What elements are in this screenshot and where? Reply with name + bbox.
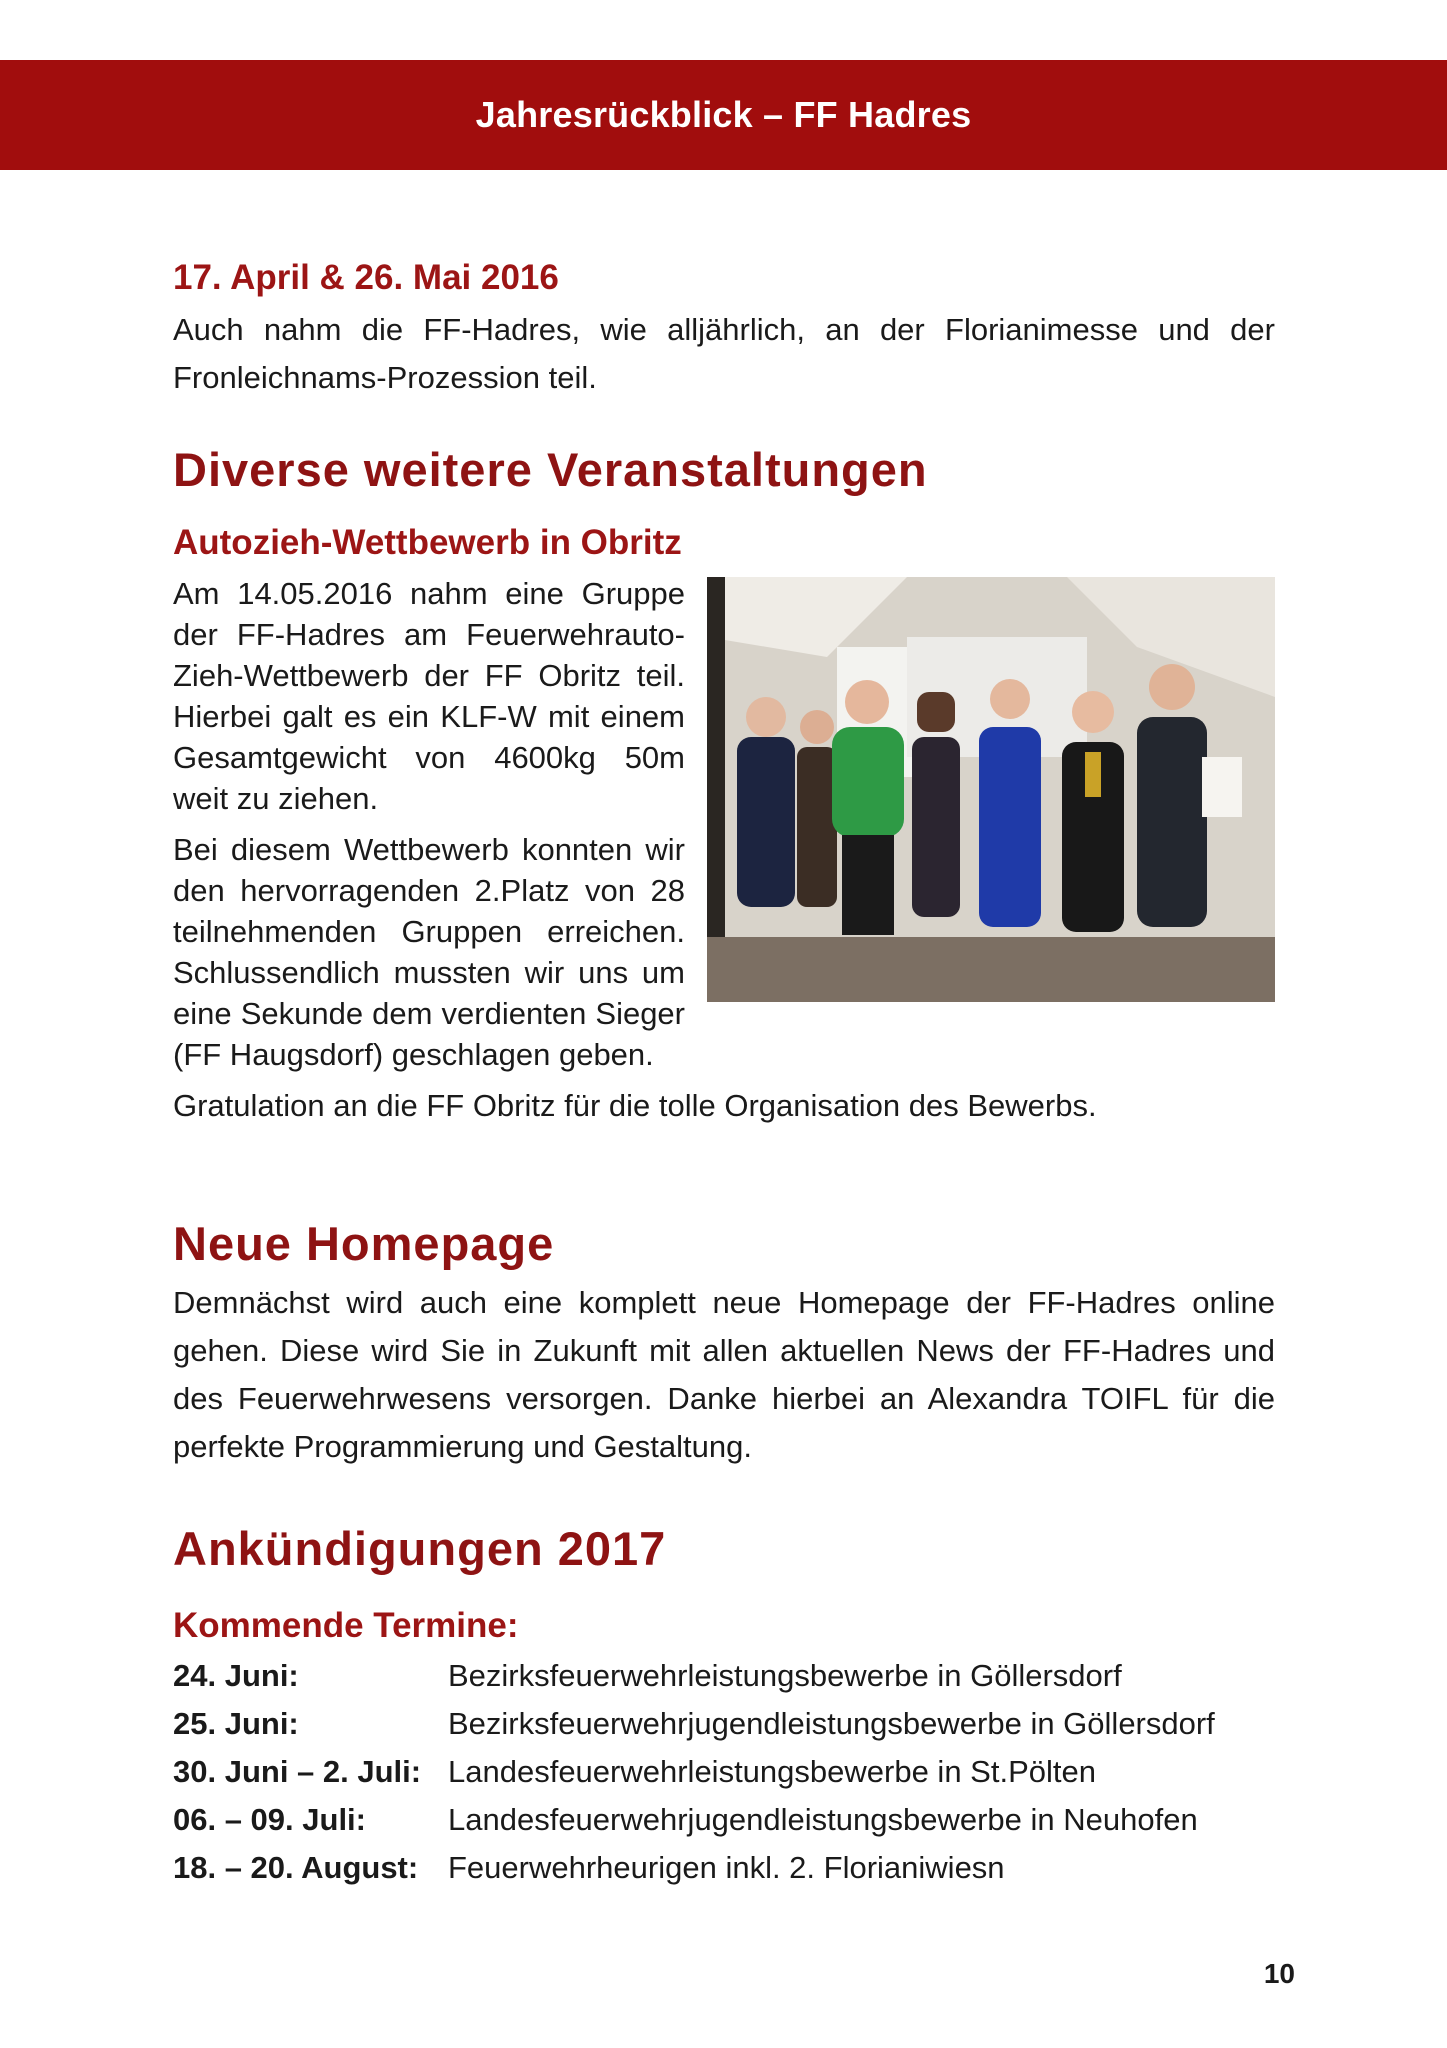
article-paragraph-1: Am 14.05.2016 nahm eine Gruppe der FF-Hadres am Feuerwehrauto-Zieh-Wettbewerb der FF Obritz teil. Hierbei galt es ein KLF-W mit einem Gesamtgewicht von 4600kg 50m weit zu ziehen. [173,576,685,816]
section-heading-announcements: Ankündigungen 2017 [173,1522,667,1575]
event-row [173,1700,1275,1748]
group-photo [707,577,1275,1002]
section-heading-homepage: Neue Homepage [173,1217,555,1270]
event-date: 25. Juni: [173,1706,299,1741]
subheading-autozieh: Autozieh-Wettbewerb in Obritz [173,523,682,562]
events-table [173,1652,1275,1892]
event-date: 24. Juni: [173,1658,299,1693]
event-row [173,1652,1275,1700]
page-number: 10 [1263,1958,1295,1989]
event-row [173,1796,1275,1844]
event-row [173,1748,1275,1796]
event-date: 06. – 09. Juli: [173,1802,366,1837]
event-description: Landesfeuerwehrjugendleistungsbewerbe in Neuhofen [448,1802,1198,1837]
article-paragraph-2: Bei diesem Wettbewerb konnten wir den hervorragenden 2.Platz von 28 teilnehmenden Gruppen erreichen. Schlussendlich mussten wir uns um eine Sekunde dem verdienten Sieger (FF Haugsdorf) geschlagen geben. [173,832,685,1072]
subheading-upcoming-dates: Kommende Termine: [173,1606,519,1645]
homepage-text: Demnächst wird auch eine komplett neue Homepage der FF-Hadres online gehen. Diese wird Sie in Zukunft mit allen aktuellen News der FF-Hadres und des Feuerwehrwesens versorgen. Danke hierbei an Alexandra TOIFL für die perfekte Programmierung und Gestaltung. [173,1285,1275,1464]
event-description: Bezirksfeuerwehrleistungsbewerbe in Göllersdorf [448,1658,1122,1693]
section-date-heading: 17. April & 26. Mai 2016 [173,258,559,297]
event-row [173,1844,1275,1892]
page-header [0,60,1447,170]
section-heading-events: Diverse weitere Veranstaltungen [173,443,928,496]
event-date: 30. Juni – 2. Juli: [173,1754,422,1789]
event-date: 18. – 20. August: [173,1850,419,1885]
section-text: Auch nahm die FF-Hadres, wie alljährlich, an der Florianimesse und der Fronleichnams-Prozession teil. [173,312,1275,395]
page-content [173,240,1275,1892]
article-body [173,573,1275,1126]
event-description: Feuerwehrheurigen inkl. 2. Florianiwiesn [448,1850,1005,1885]
event-description: Bezirksfeuerwehrjugendleistungsbewerbe in Göllersdorf [448,1706,1215,1741]
header-title: Jahresrückblick – FF Hadres [475,94,972,135]
article-paragraph-3: Gratulation an die FF Obritz für die tolle Organisation des Bewerbs. [173,1088,1097,1123]
group-photo-icon [707,577,1275,1002]
event-description: Landesfeuerwehrleistungsbewerbe in St.Pölten [448,1754,1096,1789]
